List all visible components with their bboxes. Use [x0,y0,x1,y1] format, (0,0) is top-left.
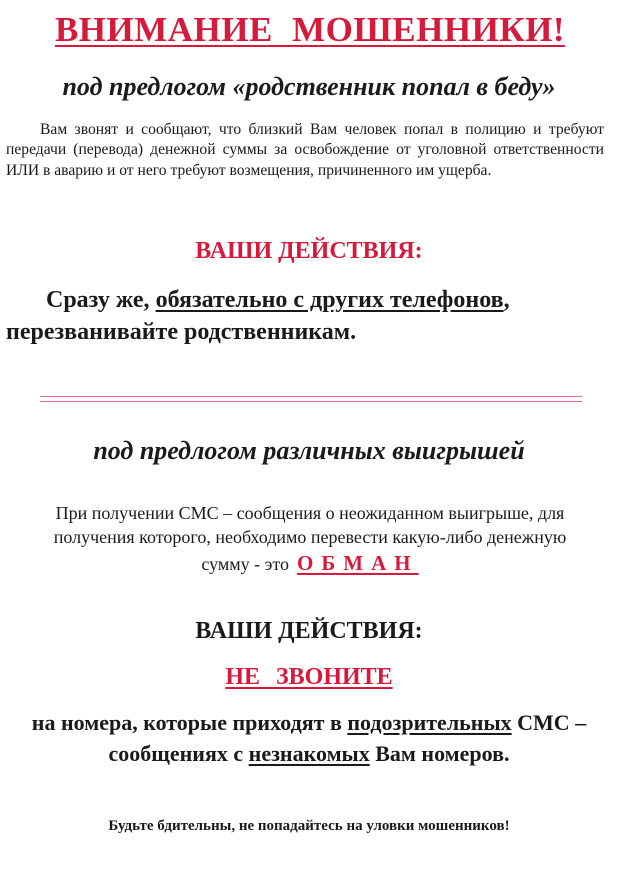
section2-action-underlined1: подозрительных [347,710,512,735]
section1-action-underlined: обязательно с других телефонов [155,287,504,313]
section1-action-part1: Сразу же, [46,287,156,313]
section1-action-part2: , перезванивайте родственникам. [6,287,510,346]
section2-action-text [0,708,618,770]
footer-warning: Будьте бдительны, не попадайтесь на уловки мошенников! [108,818,510,834]
section2-heading: под предлогом различных выигрышей [93,436,525,465]
do-not-call-warning-block [0,664,618,691]
section-divider [40,396,582,402]
section2-action-part2: СМС – сообщениях с [108,710,587,766]
section2-paragraph: При получении СМС – сообщения о неожиданном выигрыше, для получения которого, необходимо перевести какую-либо денежную сумму - это [53,503,567,574]
section1-action-text [6,284,606,349]
section2-paragraph-block [30,502,590,577]
main-title: ВНИМАНИЕ МОШЕННИКИ! [54,10,566,49]
section2-action-part3: Вам номеров. [369,740,510,766]
section1-actions-heading: ВАШИ ДЕЙСТВИЯ: [195,238,423,264]
section1-heading: под предлогом «родственник попал в беду» [62,72,556,101]
do-not-call-warning: НЕ ЗВОНИТЕ [225,664,393,690]
section2-action-part1: на номера, которые приходят в [31,710,348,735]
section2-action-underlined2: незнакомых [248,740,370,766]
section1-paragraph: Вам звонят и сообщают, что близкий Вам человек попал в полицию и требуют передачи (перевода) денежной суммы за освобождение от уголовной ответственности ИЛИ в аварию и от него требуют возмещения, причиненного им ущерба. [6,121,604,179]
obman-highlight: ОБМАН [297,550,419,575]
section2-actions-heading: ВАШИ ДЕЙСТВИЯ: [195,618,423,644]
